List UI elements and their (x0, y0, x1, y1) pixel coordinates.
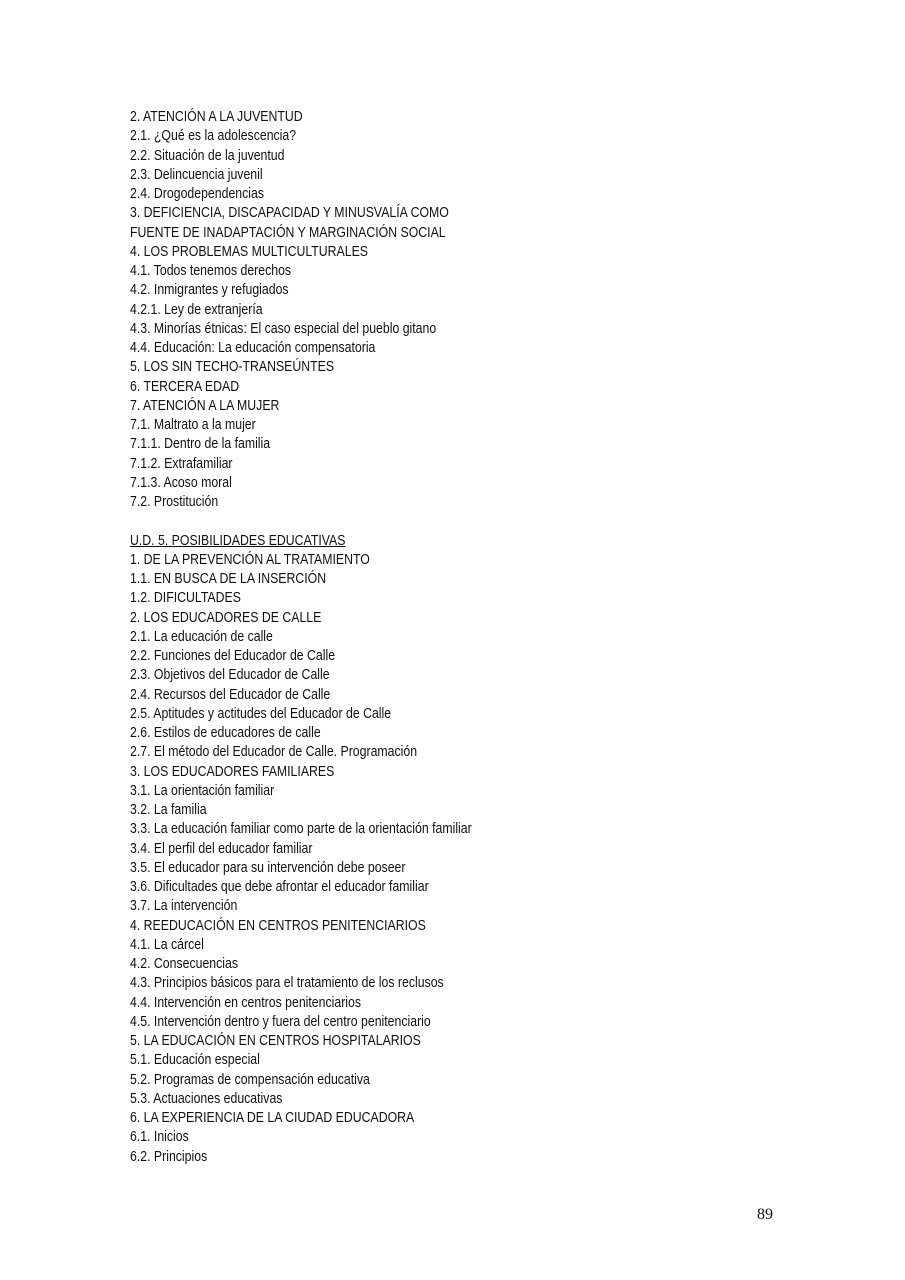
toc-entry: 2.5. Aptitudes y actitudes del Educador de Calle (130, 705, 392, 722)
toc-entry: 2.4. Recursos del Educador de Calle (130, 686, 331, 703)
toc-entry: 3.3. La educación familiar como parte de la orientación familiar (130, 821, 472, 838)
toc-entry: 3. LOS EDUCADORES FAMILIARES (130, 763, 335, 780)
toc-entry: 7.1.2. Extrafamiliar (130, 455, 233, 472)
toc-entry: 2. LOS EDUCADORES DE CALLE (130, 609, 322, 626)
toc-entry: 2.2. Funciones del Educador de Calle (130, 648, 336, 664)
toc-entry: 3.2. La familia (130, 802, 207, 818)
section-heading: U.D. 5. POSIBILIDADES EDUCATIVAS (130, 532, 346, 549)
toc-entry: 4.3. Principios básicos para el tratamiento de los reclusos (130, 975, 444, 992)
toc-entry: 5. LOS SIN TECHO-TRANSEÚNTES (130, 359, 335, 376)
toc-entry: 7.2. Prostitución (130, 494, 219, 510)
toc-entry: 2.7. El método del Educador de Calle. Programación (130, 744, 418, 761)
table-of-contents (130, 108, 527, 1167)
toc-entry: 3. DEFICIENCIA, DISCAPACIDAD Y MINUSVALÍA COMO (130, 205, 449, 222)
page-number: 89 (757, 1206, 773, 1223)
toc-entry: 4. REEDUCACIÓN EN CENTROS PENITENCIARIOS (130, 917, 426, 934)
toc-entry: 2.1. ¿Qué es la adolescencia? (130, 128, 297, 145)
toc-entry: 4.2. Inmigrantes y refugiados (130, 282, 289, 299)
toc-entry: 5. LA EDUCACIÓN EN CENTROS HOSPITALARIOS (130, 1033, 421, 1049)
toc-entry: 6. TERCERA EDAD (130, 378, 240, 395)
blank-line (130, 512, 527, 531)
toc-entry: 3.4. El perfil del educador familiar (130, 840, 313, 857)
toc-entry: 4.3. Minorías étnicas: El caso especial del pueblo gitano (130, 320, 437, 337)
toc-entry: 5.1. Educación especial (130, 1052, 260, 1069)
toc-entry: 4.4. Intervención en centros penitenciarios (130, 994, 362, 1011)
toc-entry: 4.1. Todos tenemos derechos (130, 263, 292, 279)
toc-entry: 2.6. Estilos de educadores de calle (130, 725, 321, 741)
toc-entry: 3.5. El educador para su intervención debe poseer (130, 859, 406, 876)
toc-entry: 7.1.3. Acoso moral (130, 474, 232, 491)
toc-entry: 3.6. Dificultades que debe afrontar el educador familiar (130, 879, 429, 895)
toc-entry: 1. DE LA PREVENCIÓN AL TRATAMIENTO (130, 551, 370, 568)
toc-entry: 3.7. La intervención (130, 898, 238, 915)
toc-entry: FUENTE DE INADAPTACIÓN Y MARGINACIÓN SOCIAL (130, 224, 446, 241)
toc-entry: 1.1. EN BUSCA DE LA INSERCIÓN (130, 571, 327, 587)
toc-entry: 6.1. Inicios (130, 1129, 189, 1146)
toc-entry: 4. LOS PROBLEMAS MULTICULTURALES (130, 243, 369, 260)
toc-entry: 7. ATENCIÓN A LA MUJER (130, 397, 280, 414)
toc-entry: 7.1. Maltrato a la mujer (130, 417, 256, 433)
toc-entry: 4.4. Educación: La educación compensatoria (130, 340, 376, 356)
toc-entry: 2.3. Objetivos del Educador de Calle (130, 667, 330, 684)
toc-entry: 2. ATENCIÓN A LA JUVENTUD (130, 109, 303, 125)
toc-entry: 7.1.1. Dentro de la familia (130, 436, 271, 453)
toc-entry: 2.3. Delincuencia juvenil (130, 166, 263, 183)
toc-entry: 6. LA EXPERIENCIA DE LA CIUDAD EDUCADORA (130, 1110, 415, 1126)
toc-entry: 6.2. Principios (130, 1148, 208, 1165)
toc-entry: 5.2. Programas de compensación educativa (130, 1071, 370, 1088)
toc-entry: 4.2.1. Ley de extranjería (130, 301, 263, 318)
toc-entry: 2.4. Drogodependencias (130, 186, 264, 202)
toc-entry: 1.2. DIFICULTADES (130, 590, 241, 607)
toc-entry: 5.3. Actuaciones educativas (130, 1090, 283, 1107)
toc-entry: 3.1. La orientación familiar (130, 782, 275, 799)
toc-entry: 4.5. Intervención dentro y fuera del centro penitenciario (130, 1013, 431, 1030)
toc-entry: 2.1. La educación de calle (130, 628, 273, 645)
toc-entry: 4.2. Consecuencias (130, 956, 238, 972)
toc-entry: 2.2. Situación de la juventud (130, 147, 285, 164)
toc-entry: 4.1. La cárcel (130, 936, 204, 953)
